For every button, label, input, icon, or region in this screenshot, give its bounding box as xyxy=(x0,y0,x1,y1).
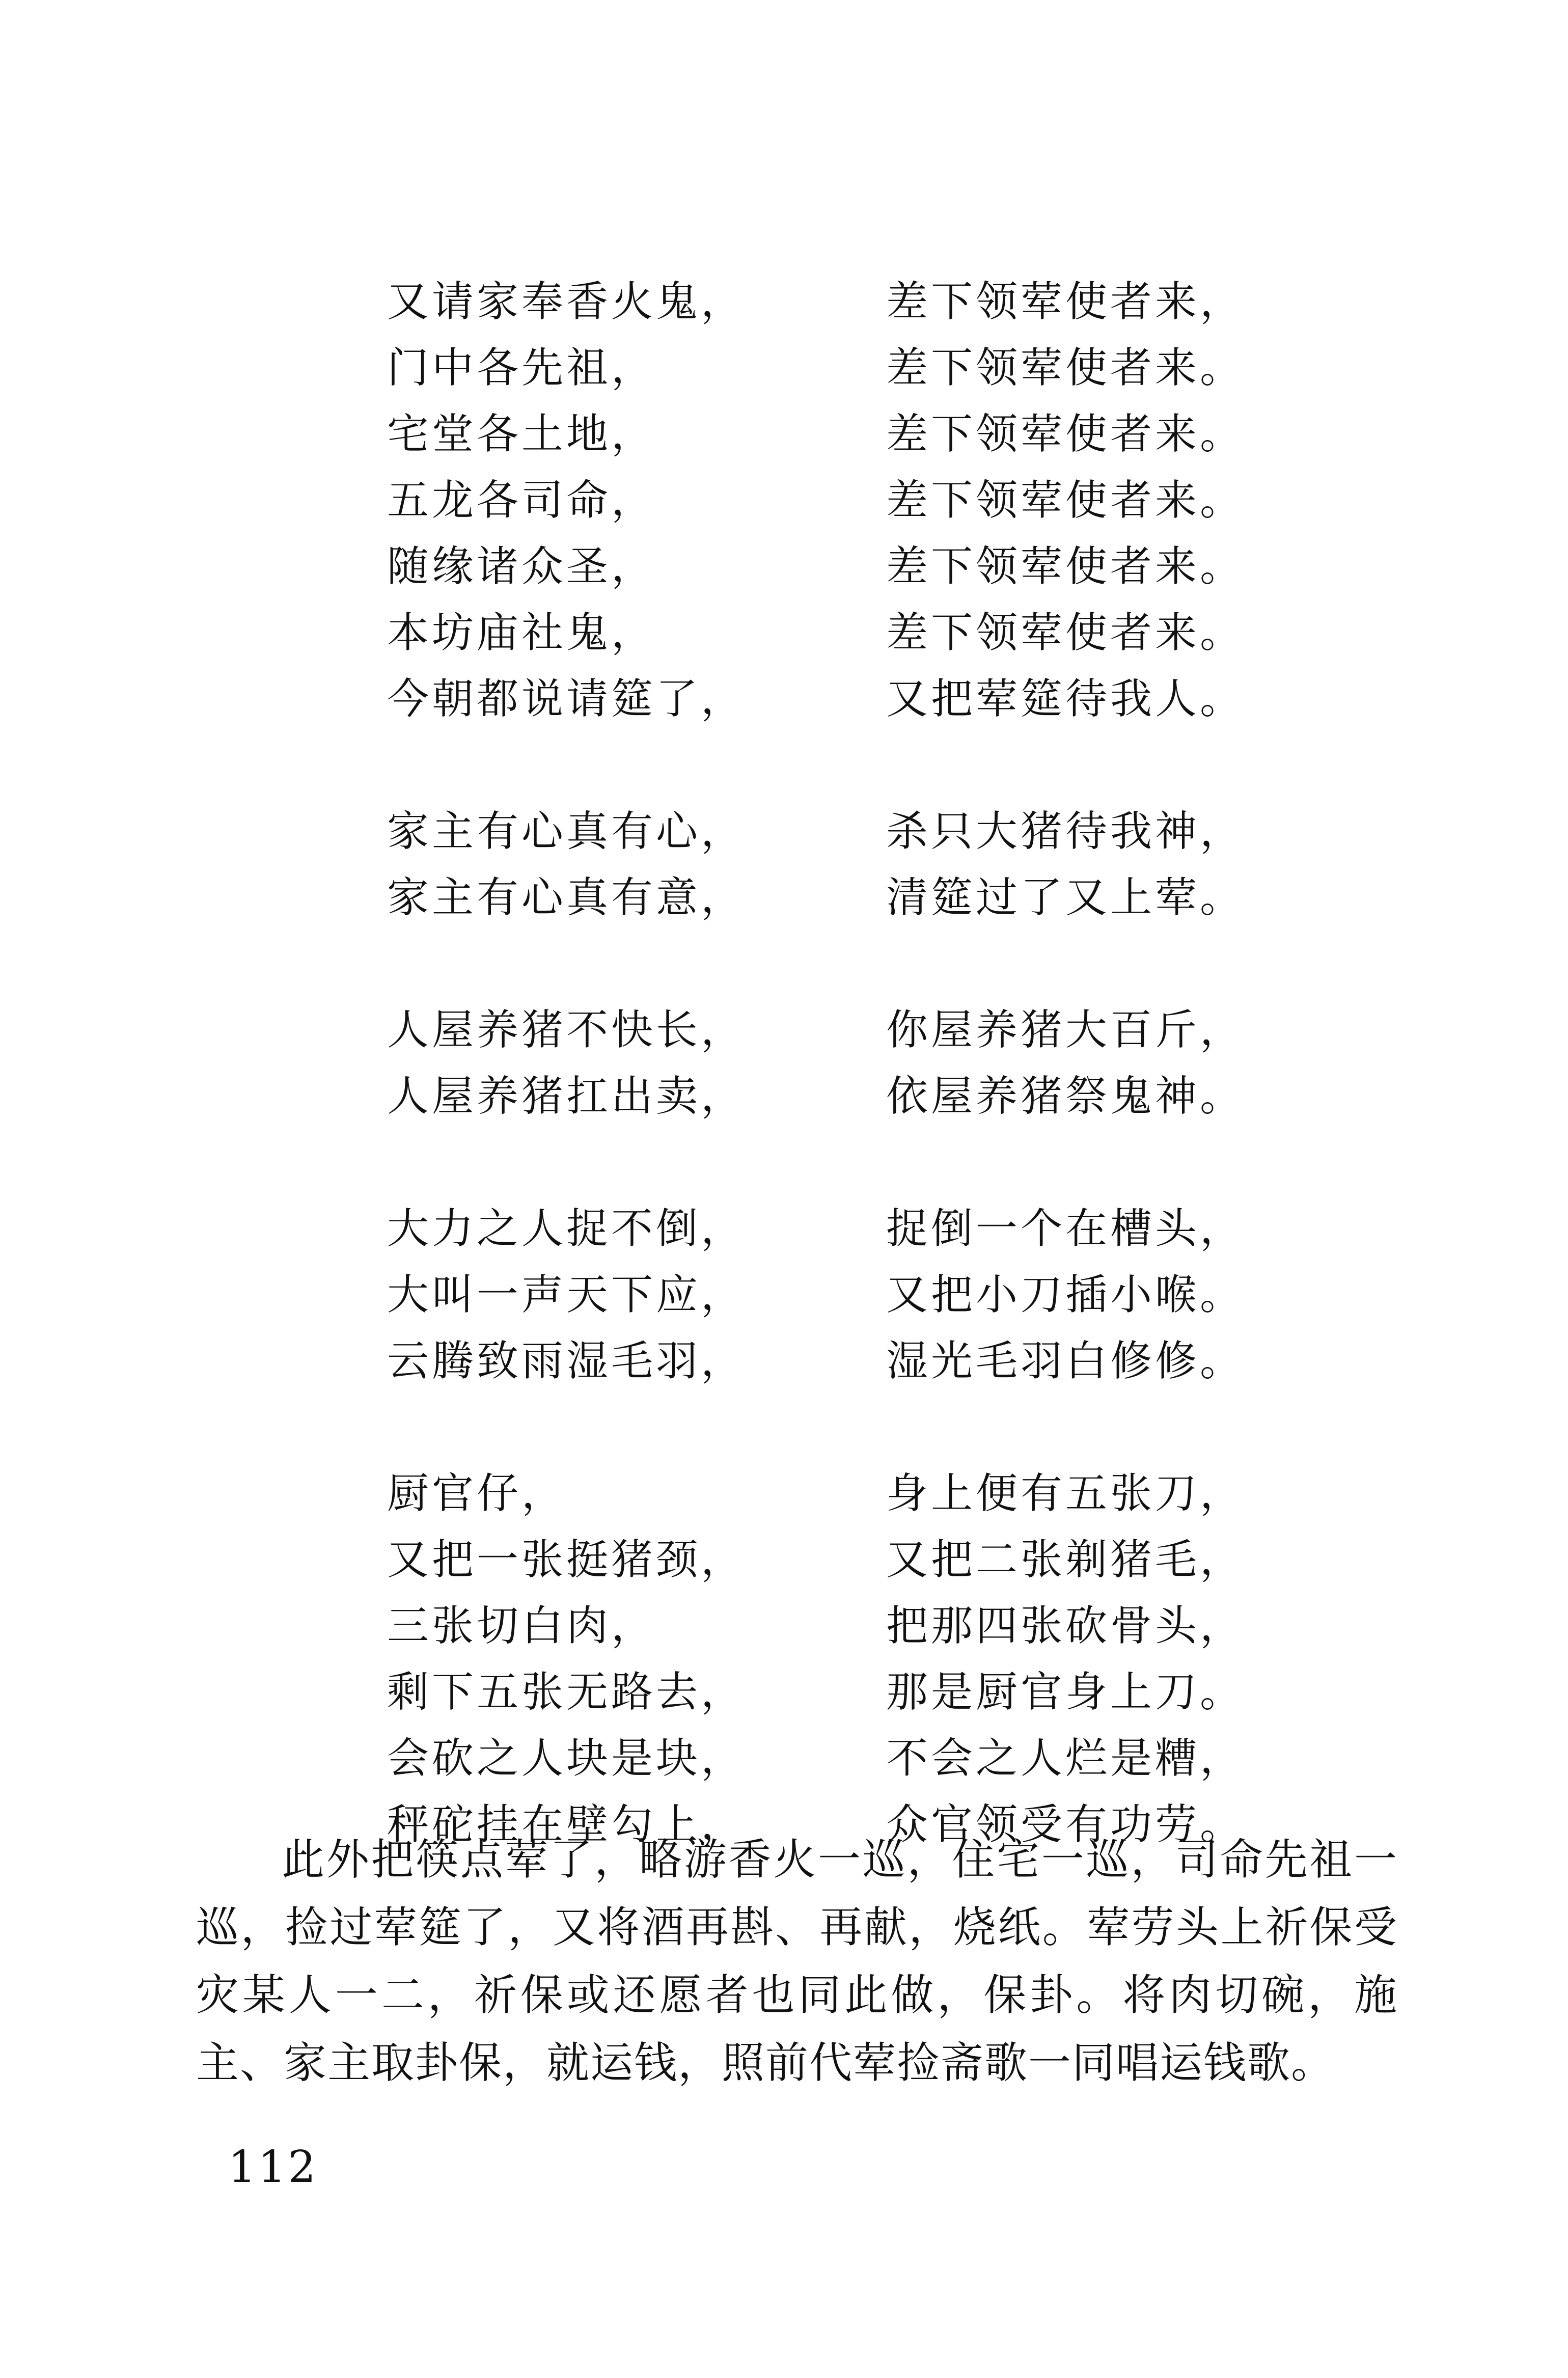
verse-left: 人屋养猪不快长， xyxy=(387,1005,746,1054)
verse-right: 又把荤筵待我人。 xyxy=(886,674,1245,723)
verse-right: 不会之人烂是糟， xyxy=(886,1734,1245,1783)
verse-right: 杀只大猪待我神， xyxy=(886,807,1245,856)
verse-left: 云腾致雨湿毛羽， xyxy=(387,1336,746,1385)
verse-line xyxy=(387,397,1253,463)
verse-right: 众官领受有功劳。 xyxy=(886,1800,1245,1849)
verse-line xyxy=(387,1589,1253,1655)
verse-right: 又把二张剃猪毛， xyxy=(886,1535,1245,1584)
verse-left: 随缘诸众圣， xyxy=(387,542,656,591)
verse-right: 差下领荤使者来， xyxy=(886,277,1245,326)
verse-left: 家主有心真有心， xyxy=(387,807,746,856)
verse-right: 差下领荤使者来。 xyxy=(886,608,1245,657)
verse-right: 那是厨官身上刀。 xyxy=(886,1668,1245,1716)
verse-left: 宅堂各土地， xyxy=(387,409,656,458)
verse-left: 本坊庙社鬼， xyxy=(387,608,656,657)
verse-line xyxy=(387,530,1253,596)
verse-line xyxy=(387,795,1253,861)
verse-line xyxy=(387,1523,1253,1589)
verse-left: 又请家奉香火鬼， xyxy=(387,277,746,326)
verse-left: 门中各先祖， xyxy=(387,343,656,392)
verse-left: 家主有心真有意， xyxy=(387,873,746,922)
verse-right: 你屋养猪大百斤， xyxy=(886,1005,1245,1054)
stanza xyxy=(387,1457,1253,1854)
verse-line xyxy=(387,596,1253,662)
verse-right: 身上便有五张刀， xyxy=(886,1469,1245,1518)
verse-block xyxy=(387,265,1253,1854)
verse-left: 五龙各司命， xyxy=(387,476,656,525)
verse-line xyxy=(387,1721,1253,1788)
verse-line xyxy=(387,463,1253,530)
verse-line xyxy=(387,662,1253,728)
stanza xyxy=(387,993,1253,1126)
verse-left: 大力之人捉不倒， xyxy=(387,1204,746,1253)
verse-line xyxy=(387,1059,1253,1126)
body-paragraph: 此外把筷点荤了，略游香火一巡，住宅一巡，司命先祖一巡，捡过荤筵了，又将酒再斟、再献，烧纸。荤劳头上祈保受灾某人一二，祈保或还愿者也同此做，保卦。将肉切碗，施主、家主取卦保，就运钱，照前代荤捡斋歌一同唱运钱歌。 xyxy=(196,1835,1398,2088)
verse-line xyxy=(387,1655,1253,1721)
verse-right: 捉倒一个在槽头， xyxy=(886,1204,1245,1253)
verse-left: 又把一张挺猪颈， xyxy=(387,1535,746,1584)
page-number: 112 xyxy=(228,2142,318,2193)
verse-right: 依屋养猪祭鬼神。 xyxy=(886,1072,1245,1120)
verse-left: 三张切白肉， xyxy=(387,1601,656,1650)
verse-right: 差下领荤使者来。 xyxy=(886,542,1245,591)
verse-line xyxy=(387,861,1253,927)
stanza xyxy=(387,1192,1253,1390)
verse-left: 秤砣挂在壁勾上， xyxy=(387,1800,746,1849)
verse-right: 湿光毛羽白修修。 xyxy=(886,1336,1245,1385)
verse-line xyxy=(387,265,1253,331)
verse-line xyxy=(387,1324,1253,1390)
verse-line xyxy=(387,1258,1253,1324)
verse-left: 会砍之人块是块， xyxy=(387,1734,746,1783)
verse-right: 把那四张砍骨头， xyxy=(886,1601,1245,1650)
verse-right: 差下领荤使者来。 xyxy=(886,343,1245,392)
verse-line xyxy=(387,993,1253,1059)
verse-right: 差下领荤使者来。 xyxy=(886,409,1245,458)
verse-line xyxy=(387,331,1253,397)
verse-right: 又把小刀插小喉。 xyxy=(886,1270,1245,1319)
verse-line xyxy=(387,1457,1253,1523)
verse-left: 剩下五张无路去， xyxy=(387,1668,746,1716)
verse-left: 今朝都说请筵了， xyxy=(387,674,746,723)
verse-right: 清筵过了又上荤。 xyxy=(886,873,1245,922)
stanza xyxy=(387,795,1253,927)
verse-left: 人屋养猪扛出卖， xyxy=(387,1072,746,1120)
verse-left: 大叫一声天下应， xyxy=(387,1270,746,1319)
verse-right: 差下领荤使者来。 xyxy=(886,476,1245,525)
verse-line xyxy=(387,1192,1253,1258)
verse-left: 厨官仔， xyxy=(387,1469,567,1518)
stanza xyxy=(387,265,1253,728)
